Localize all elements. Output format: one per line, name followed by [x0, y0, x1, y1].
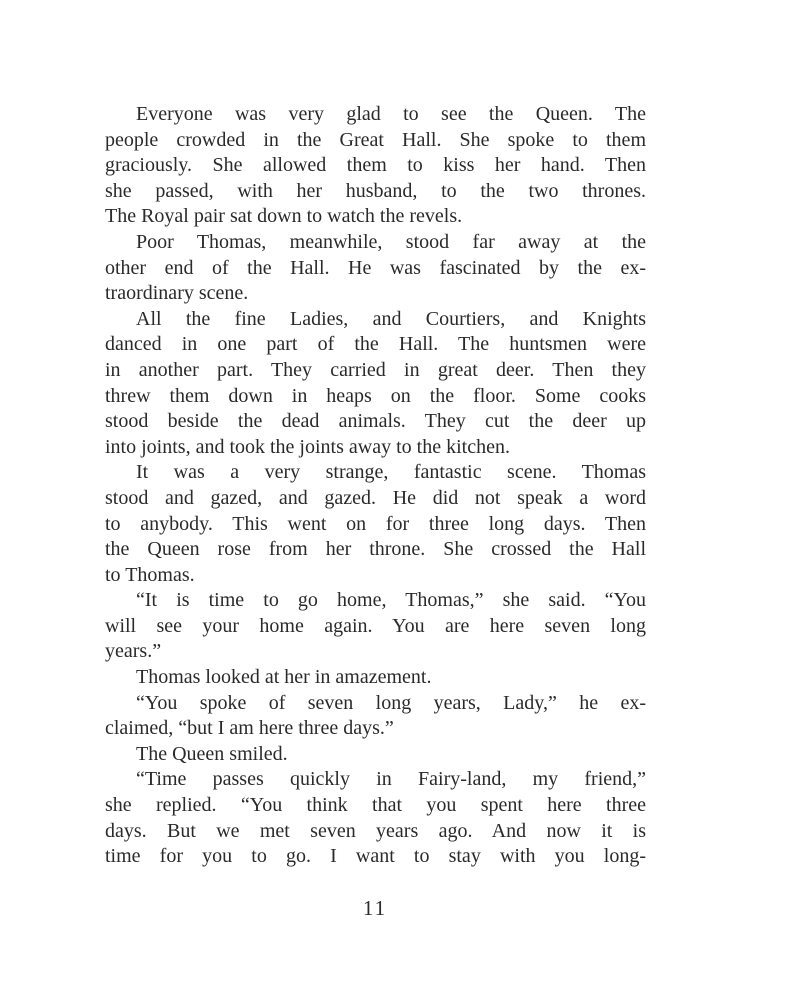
text-line: traordinary scene.	[105, 282, 249, 305]
text-line: graciously. She allowed them to kiss her hand. Then	[105, 154, 646, 177]
text-line: stood beside the dead animals. They cut the deer up	[105, 410, 646, 433]
text-line: “You spoke of seven long years, Lady,” he ex-	[136, 691, 646, 714]
text-line: to Thomas.	[105, 563, 195, 586]
text-line: The Royal pair sat down to watch the revels.	[105, 205, 463, 228]
paragraph	[105, 767, 646, 869]
text-line: Thomas looked at her in amazement.	[136, 666, 432, 689]
text-line: claimed, “but I am here three days.”	[105, 717, 394, 740]
text-line: Poor Thomas, meanwhile, stood far away at the	[136, 230, 646, 253]
text-line: threw them down in heaps on the floor. Some cooks	[105, 384, 646, 407]
text-line: the Queen rose from her throne. She crossed the Hall	[105, 538, 646, 561]
paragraph	[105, 588, 646, 665]
paragraph	[105, 691, 646, 742]
text-line: other end of the Hall. He was fascinated by the ex-	[105, 256, 646, 279]
text-line: The Queen smiled.	[136, 742, 288, 765]
text-line: “Time passes quickly in Fairy-land, my friend,”	[136, 768, 646, 791]
text-line: people crowded in the Great Hall. She spoke to them	[105, 128, 646, 151]
paragraph	[105, 742, 646, 768]
text-line: “It is time to go home, Thomas,” she said. “You	[136, 589, 646, 612]
text-line: years.”	[105, 640, 162, 663]
paragraph	[105, 102, 646, 230]
text-line: Everyone was very glad to see the Queen. The	[136, 103, 646, 125]
paragraph	[105, 230, 646, 307]
text-line: stood and gazed, and gazed. He did not speak a word	[105, 486, 646, 509]
page-number: 11	[362, 896, 388, 920]
text-line: will see your home again. You are here seven long	[105, 614, 646, 637]
text-line: It was a very strange, fantastic scene. Thomas	[136, 461, 646, 484]
text-line: she replied. “You think that you spent here three	[105, 794, 646, 817]
text-line: into joints, and took the joints away to the kitchen.	[105, 435, 510, 458]
text-line: in another part. They carried in great deer. Then they	[105, 358, 646, 381]
text-line: time for you to go. I want to stay with you long-	[105, 845, 646, 868]
text-line: she passed, with her husband, to the two thrones.	[105, 179, 646, 202]
paragraph	[105, 307, 646, 461]
text-line: danced in one part of the Hall. The huntsmen were	[105, 333, 646, 356]
paragraph	[105, 665, 646, 691]
text-line: All the fine Ladies, and Courtiers, and Knights	[136, 307, 646, 330]
text-line: days. But we met seven years ago. And now it is	[105, 819, 646, 842]
page-body	[105, 102, 646, 870]
text-line: to anybody. This went on for three long days. Then	[105, 512, 646, 535]
paragraph	[105, 460, 646, 588]
